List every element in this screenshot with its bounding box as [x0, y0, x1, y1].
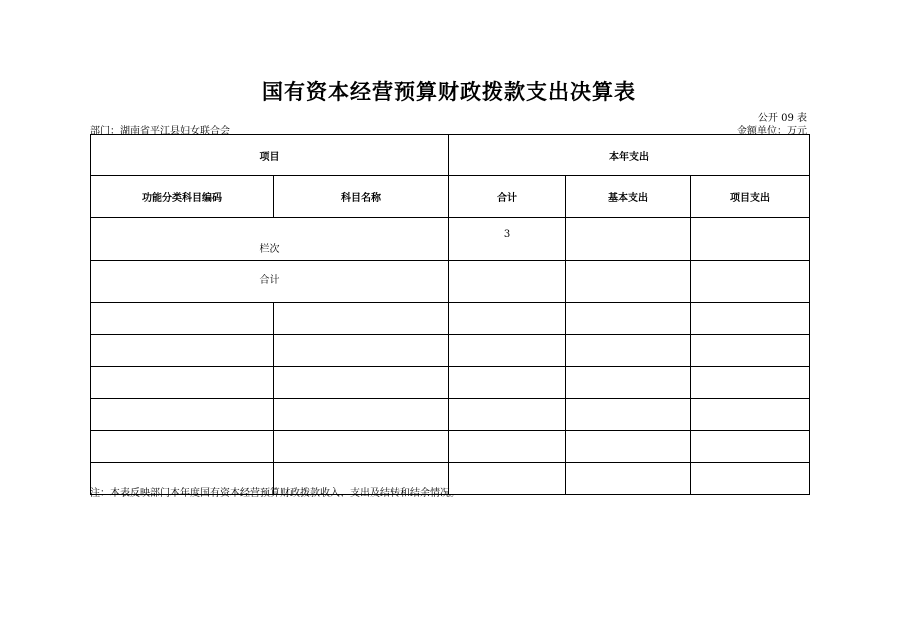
total-row-basic: [566, 261, 691, 303]
report-title: 国有资本经营预算财政拨款支出决算表: [262, 79, 636, 104]
total-row-project: [691, 261, 810, 303]
row-code: [91, 431, 274, 463]
row-project: [691, 399, 810, 431]
form-number: 公开 09 表: [757, 113, 807, 124]
index-row-project: [691, 218, 810, 261]
column-header-name: 科目名称: [274, 176, 449, 218]
row-total: [449, 335, 566, 367]
row-name: [274, 399, 449, 431]
table-row: [91, 303, 810, 335]
row-code: [91, 399, 274, 431]
row-project: [691, 431, 810, 463]
table-row: [91, 367, 810, 399]
header-project: 项目: [91, 135, 449, 176]
row-total: [449, 367, 566, 399]
amount-unit-label: 金额单位：万元: [737, 126, 807, 137]
row-basic: [566, 431, 691, 463]
row-project: [691, 303, 810, 335]
table-row: [91, 431, 810, 463]
total-row-total: [449, 261, 566, 303]
row-code: [91, 367, 274, 399]
total-row: [91, 261, 810, 303]
row-name: [274, 335, 449, 367]
row-name: [274, 303, 449, 335]
row-total: [449, 431, 566, 463]
row-project: [691, 335, 810, 367]
total-row-label: 合计: [91, 261, 449, 303]
row-code: [91, 303, 274, 335]
column-header-basic: 基本支出: [566, 176, 691, 218]
row-basic: [566, 367, 691, 399]
row-total: [449, 399, 566, 431]
row-name: [274, 431, 449, 463]
footnote: 注：本表反映部门本年度国有资本经营预算财政拨款收入、支出及结转和结余情况。: [90, 488, 460, 499]
row-total: [449, 303, 566, 335]
row-basic: [566, 335, 691, 367]
row-basic: [566, 303, 691, 335]
row-code: [91, 335, 274, 367]
row-total: [449, 463, 566, 495]
column-header-project: 项目支出: [691, 176, 810, 218]
index-row: [91, 218, 810, 261]
row-basic: [566, 463, 691, 495]
header-current-year-expenditure: 本年支出: [449, 135, 810, 176]
table-row: [91, 399, 810, 431]
department-label: 部门：湖南省平江县妇女联合会: [90, 126, 230, 137]
row-project: [691, 367, 810, 399]
column-header-code: 功能分类科目编码: [91, 176, 274, 218]
index-row-basic: [566, 218, 691, 261]
row-basic: [566, 399, 691, 431]
budget-expenditure-table: [90, 134, 810, 495]
index-row-total: 3: [449, 218, 566, 261]
column-header-total: 合计: [449, 176, 566, 218]
index-row-label: 栏次: [91, 218, 449, 261]
table-row: [91, 335, 810, 367]
row-project: [691, 463, 810, 495]
row-name: [274, 367, 449, 399]
